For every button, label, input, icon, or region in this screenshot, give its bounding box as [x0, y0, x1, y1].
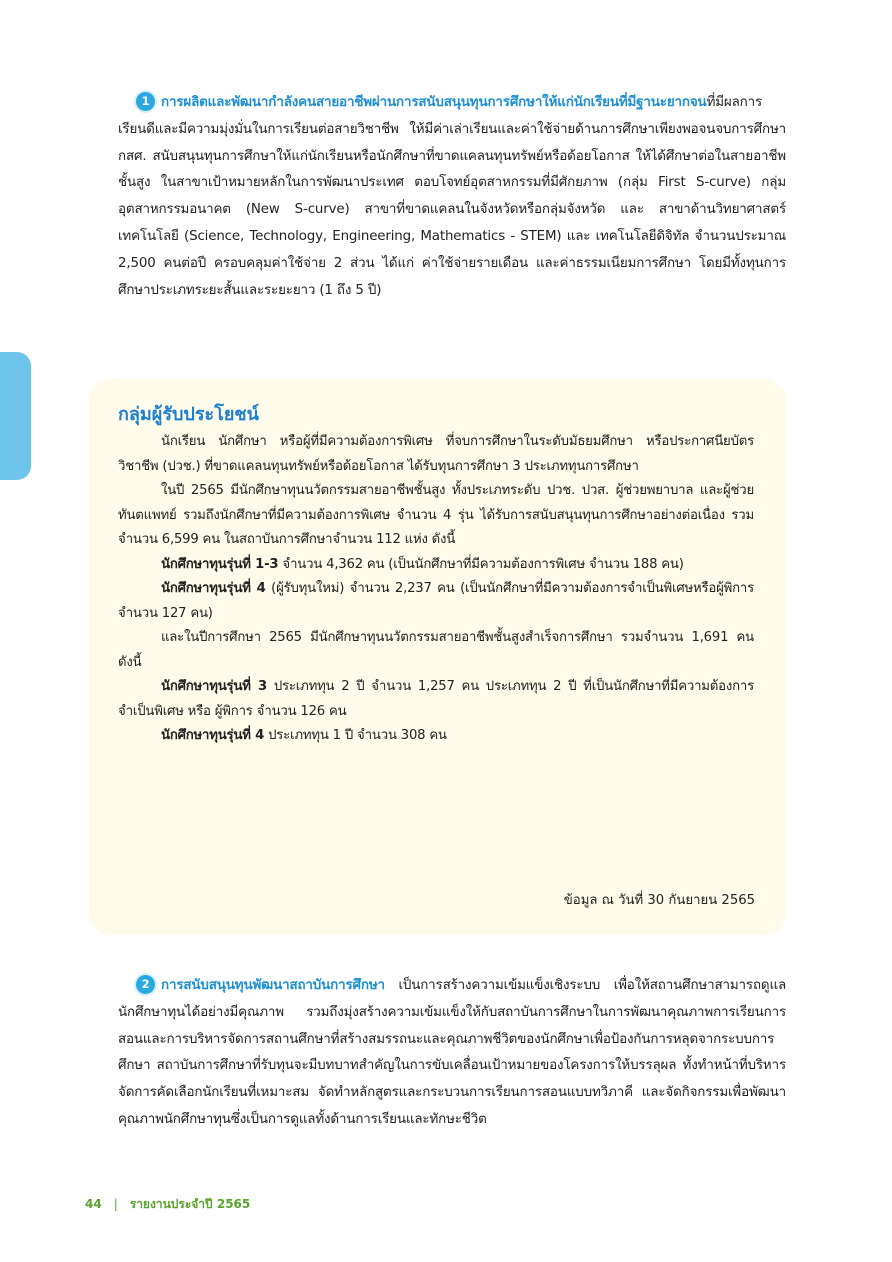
graduate-cohort-4-text: ประเภททุน 1 ปี จำนวน 308 คน — [264, 728, 447, 743]
cohort-1-3-text: จำนวน 4,362 คน (เป็นนักศึกษาที่มีความต้องการพิเศษ จำนวน 188 คน) — [278, 556, 684, 572]
beneficiaries-paragraph-3 — [118, 553, 754, 578]
beneficiaries-title: กลุ่มผู้รับประโยชน์ — [118, 404, 259, 425]
beneficiaries-paragraph-2: ในปี 2565 มีนักศึกษาทุนนวัตกรรมสายอาชีพชั้นสูง ทั้งประเภทระดับ ปวช. ปวส. ผู้ช่วยพยาบาล และผู้ช่วยทันตแพทย์ รวมถึงนักศึกษาที่มีความต้องการพิเศษ จำนวน 4 รุ่น ได้รับการสนับสนุนทุนการศึกษาอย่างต่อเนื่อง รวมจำนวน 6,599 คน ในสถาบันการศึกษาจำนวน 112 แห่ง ดังนี้ — [118, 483, 754, 547]
beneficiaries-paragraph-1: นักเรียน นักศึกษา หรือผู้ที่มีความต้องการพิเศษ ที่จบการศึกษาในระดับมัธยมศึกษา หรือประกาศนียบัตรวิชาชีพ (ปวช.) ที่ขาดแคลนทุนทรัพย์หรือด้อยโอกาส ได้รับทุนการศึกษา 3 ประเภททุนการศึกษา — [118, 434, 754, 474]
graduate-cohort-3-text: ประเภททุน 2 ปี จำนวน 1,257 คน ประเภททุน 2 ปี ที่เป็นนักศึกษาที่มีความต้องการจำเป็นพิเศษ หรือ ผู้พิการ จำนวน 126 คน — [118, 679, 754, 719]
beneficiaries-paragraph-7 — [118, 724, 754, 749]
report-title: รายงานประจำปี 2565 — [129, 1197, 251, 1211]
footer-separator: | — [113, 1197, 118, 1211]
beneficiaries-body — [118, 430, 754, 749]
section-1-number-badge: 1 — [136, 92, 155, 111]
section-2-number-badge: 2 — [136, 975, 155, 994]
page-footer — [85, 1195, 250, 1214]
side-tab-marker — [0, 352, 31, 480]
section-1-paragraph — [118, 90, 786, 304]
beneficiaries-paragraph-4 — [118, 577, 754, 626]
section-1-body: ที่มีผลการเรียนดีและมีความมุ่งมั่นในการเรียนต่อสายวิชาชีพ ให้มีค่าเล่าเรียนและค่าใช้จ่ายด้านการศึกษาเพียงพอจนจบการศึกษา กสศ. สนับสนุนทุนการศึกษาให้แก่นักเรียนหรือนักศึกษาที่ขาดแคลนทุนทรัพย์หรือด้อยโอกาส ให้ได้ศึกษาต่อในสายอาชีพชั้นสูง ในสาขาเป้าหมายหลักในการพัฒนาประเทศ ตอบโจทย์อุตสาหกรรมที่มีศักยภาพ (กลุ่ม First S-curve) กลุ่มอุตสาหกรรมอนาคต (New S-curve) สาขาที่ขาดแคลนในจังหวัดหรือกลุ่มจังหวัด และ สาขาด้านวิทยาศาสตร์เทคโนโลยี (Science, Technology, Engineering, Mathematics - STEM) และ เทคโนโลยีดิจิทัล จำนวนประมาณ 2,500 คนต่อปี ครอบคลุมค่าใช้จ่าย 2 ส่วน ได้แก่ ค่าใช้จ่ายรายเดือน และค่าธรรมเนียมการศึกษา โดยมีทั้งทุนการศึกษาประเภทระยะสั้นและระยะยาว (1 ถึง 5 ปี) — [118, 95, 786, 298]
cohort-4-text: (ผู้รับทุนใหม่) จำนวน 2,237 คน (เป็นนักศึกษาที่มีความต้องการจำเป็นพิเศษหรือผู้พิการ จำนวน 127 คน) — [118, 581, 754, 621]
section-2-body: เป็นการสร้างความเข้มแข็งเชิงระบบ เพื่อให้สถานศึกษาสามารถดูแลนักศึกษาทุนได้อย่างมีคุณภาพ รวมถึงมุ่งสร้างความเข้มแข็งให้กับสถาบันการศึกษาในการพัฒนาคุณภาพการเรียนการสอนและการบริหารจัดการสถานศึกษาที่สร้างสมรรถนะและคุณภาพชีวิตของนักศึกษาเพื่อป้องกันการหลุดจากระบบการศึกษา สถาบันการศึกษาที่รับทุนจะมีบทบาทสำคัญในการขับเคลื่อนเป้าหมายของโครงการให้บรรลุผล ทั้งทำหน้าที่บริหารจัดการคัดเลือกนักเรียนที่เหมาะสม จัดทำหลักสูตรและกระบวนการเรียนการสอนแบบทวิภาคี และจัดกิจกรรมเพื่อพัฒนาคุณภาพนักศึกษาทุนซึ่งเป็นการดูแลทั้งด้านการเรียนและทักษะชีวิต — [118, 978, 786, 1127]
data-source-note: ข้อมูล ณ วันที่ 30 กันยายน 2565 — [563, 893, 755, 908]
section-2-heading: การสนับสนุนทุนพัฒนาสถาบันการศึกษา — [161, 978, 385, 993]
beneficiaries-paragraph-5: และในปีการศึกษา 2565 มีนักศึกษาทุนนวัตกรรมสายอาชีพชั้นสูงสำเร็จการศึกษา รวมจำนวน 1,691 คน ดังนี้ — [118, 630, 754, 670]
section-2-paragraph — [118, 973, 786, 1134]
cohort-1-3-label: นักศึกษาทุนรุ่นที่ 1-3 — [161, 556, 279, 572]
section-1-heading: การผลิตและพัฒนากำลังคนสายอาชีพผ่านการสนับสนุนทุนการศึกษาให้แก่นักเรียนที่มีฐานะยากจน — [161, 95, 707, 110]
graduate-cohort-4-label: นักศึกษาทุนรุ่นที่ 4 — [161, 728, 265, 743]
cohort-4-label: นักศึกษาทุนรุ่นที่ 4 — [161, 581, 266, 596]
beneficiaries-paragraph-6 — [118, 675, 754, 724]
page-number: 44 — [85, 1197, 102, 1211]
graduate-cohort-3-label: นักศึกษาทุนรุ่นที่ 3 — [161, 679, 267, 694]
